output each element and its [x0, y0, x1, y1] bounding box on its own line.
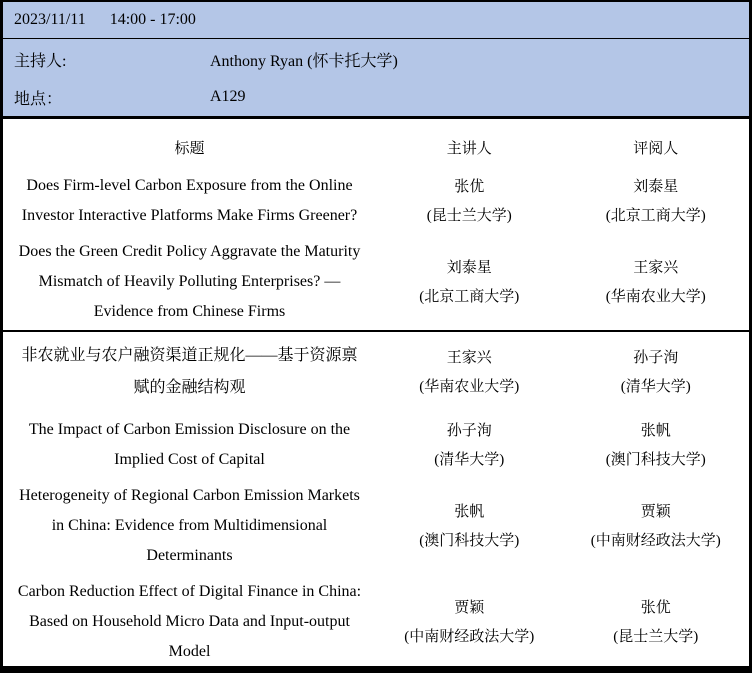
session-datetime-row — [3, 2, 749, 39]
speaker-cell — [376, 574, 563, 670]
paper-row — [3, 478, 749, 574]
column-header-reviewer: 评阅人 — [633, 140, 679, 157]
speaker-name: 王家兴 — [446, 349, 492, 366]
host-row — [3, 40, 749, 78]
reviewer-cell — [563, 331, 750, 412]
speaker-name: 孙子洵 — [446, 422, 492, 439]
paper-row — [3, 331, 749, 412]
reviewer-cell — [563, 234, 750, 331]
reviewer-name: 王家兴 — [633, 259, 679, 276]
reviewer-affiliation: (昆士兰大学) — [613, 628, 699, 645]
speaker-cell — [376, 234, 563, 331]
speaker-cell — [376, 412, 563, 478]
speaker-affiliation: (清华大学) — [434, 451, 505, 468]
speaker-cell — [376, 331, 563, 412]
speaker-cell — [376, 478, 563, 574]
location-label: 地点： — [14, 90, 63, 108]
reviewer-affiliation: (华南农业大学) — [605, 288, 706, 305]
column-header-speaker: 主讲人 — [446, 140, 492, 157]
paper-row — [3, 574, 749, 670]
speaker-affiliation: (中南财经政法大学) — [404, 628, 535, 645]
session-time: 14:00 - 17:00 — [109, 11, 196, 28]
speaker-affiliation: (华南农业大学) — [419, 378, 520, 395]
reviewer-affiliation: (澳门科技大学) — [605, 451, 706, 468]
speaker-name: 张帆 — [454, 503, 485, 520]
session-info-block — [3, 2, 749, 119]
paper-row — [3, 234, 749, 331]
speaker-cell — [376, 168, 563, 234]
papers-table — [3, 119, 749, 670]
speaker-affiliation: (北京工商大学) — [419, 288, 520, 305]
location-value: A129 — [210, 88, 246, 105]
session-date: 2023/11/11 — [14, 11, 86, 28]
column-header-title: 标题 — [174, 140, 205, 157]
speaker-affiliation: (澳门科技大学) — [419, 532, 520, 549]
host-value: Anthony Ryan (怀卡托大学) — [210, 52, 398, 70]
reviewer-name: 张帆 — [640, 422, 671, 439]
speaker-name: 刘泰星 — [446, 259, 492, 276]
paper-title: Does the Green Credit Policy Aggravate the Maturity Mismatch of Heavily Polluting Enterprises? — Evidence from Chinese Firms — [18, 243, 361, 320]
paper-row — [3, 412, 749, 478]
papers-header-row — [3, 119, 749, 168]
paper-title: 非农就业与农户融资渠道正规化——基于资源禀赋的金融结构观 — [3, 331, 376, 412]
reviewer-cell — [563, 574, 750, 670]
host-label: 主持人: — [14, 52, 67, 70]
reviewer-cell — [563, 412, 750, 478]
speaker-affiliation: (昆士兰大学) — [426, 207, 512, 224]
reviewer-cell — [563, 478, 750, 574]
paper-row — [3, 168, 749, 234]
location-row — [3, 78, 749, 116]
reviewer-cell — [563, 168, 750, 234]
paper-title: The Impact of Carbon Emission Disclosure on the Implied Cost of Capital — [28, 421, 351, 468]
reviewer-affiliation: (中南财经政法大学) — [590, 532, 721, 549]
paper-title: Does Firm-level Carbon Exposure from the Online Investor Interactive Platforms Make Firms Greener? — [21, 177, 358, 224]
paper-title: Heterogeneity of Regional Carbon Emission Markets in China: Evidence from Multidimensional Determinants — [19, 487, 360, 564]
reviewer-affiliation: (北京工商大学) — [605, 207, 706, 224]
reviewer-name: 贾颖 — [640, 503, 671, 520]
reviewer-name: 张优 — [640, 599, 671, 616]
reviewer-name: 刘泰星 — [633, 178, 679, 195]
reviewer-affiliation: (清华大学) — [620, 378, 691, 395]
speaker-name: 贾颖 — [454, 599, 485, 616]
speaker-name: 张优 — [454, 178, 485, 195]
reviewer-name: 孙子洵 — [633, 349, 679, 366]
paper-title: Carbon Reduction Effect of Digital Finance in China: Based on Household Micro Data and Input-output Model — [17, 583, 362, 660]
